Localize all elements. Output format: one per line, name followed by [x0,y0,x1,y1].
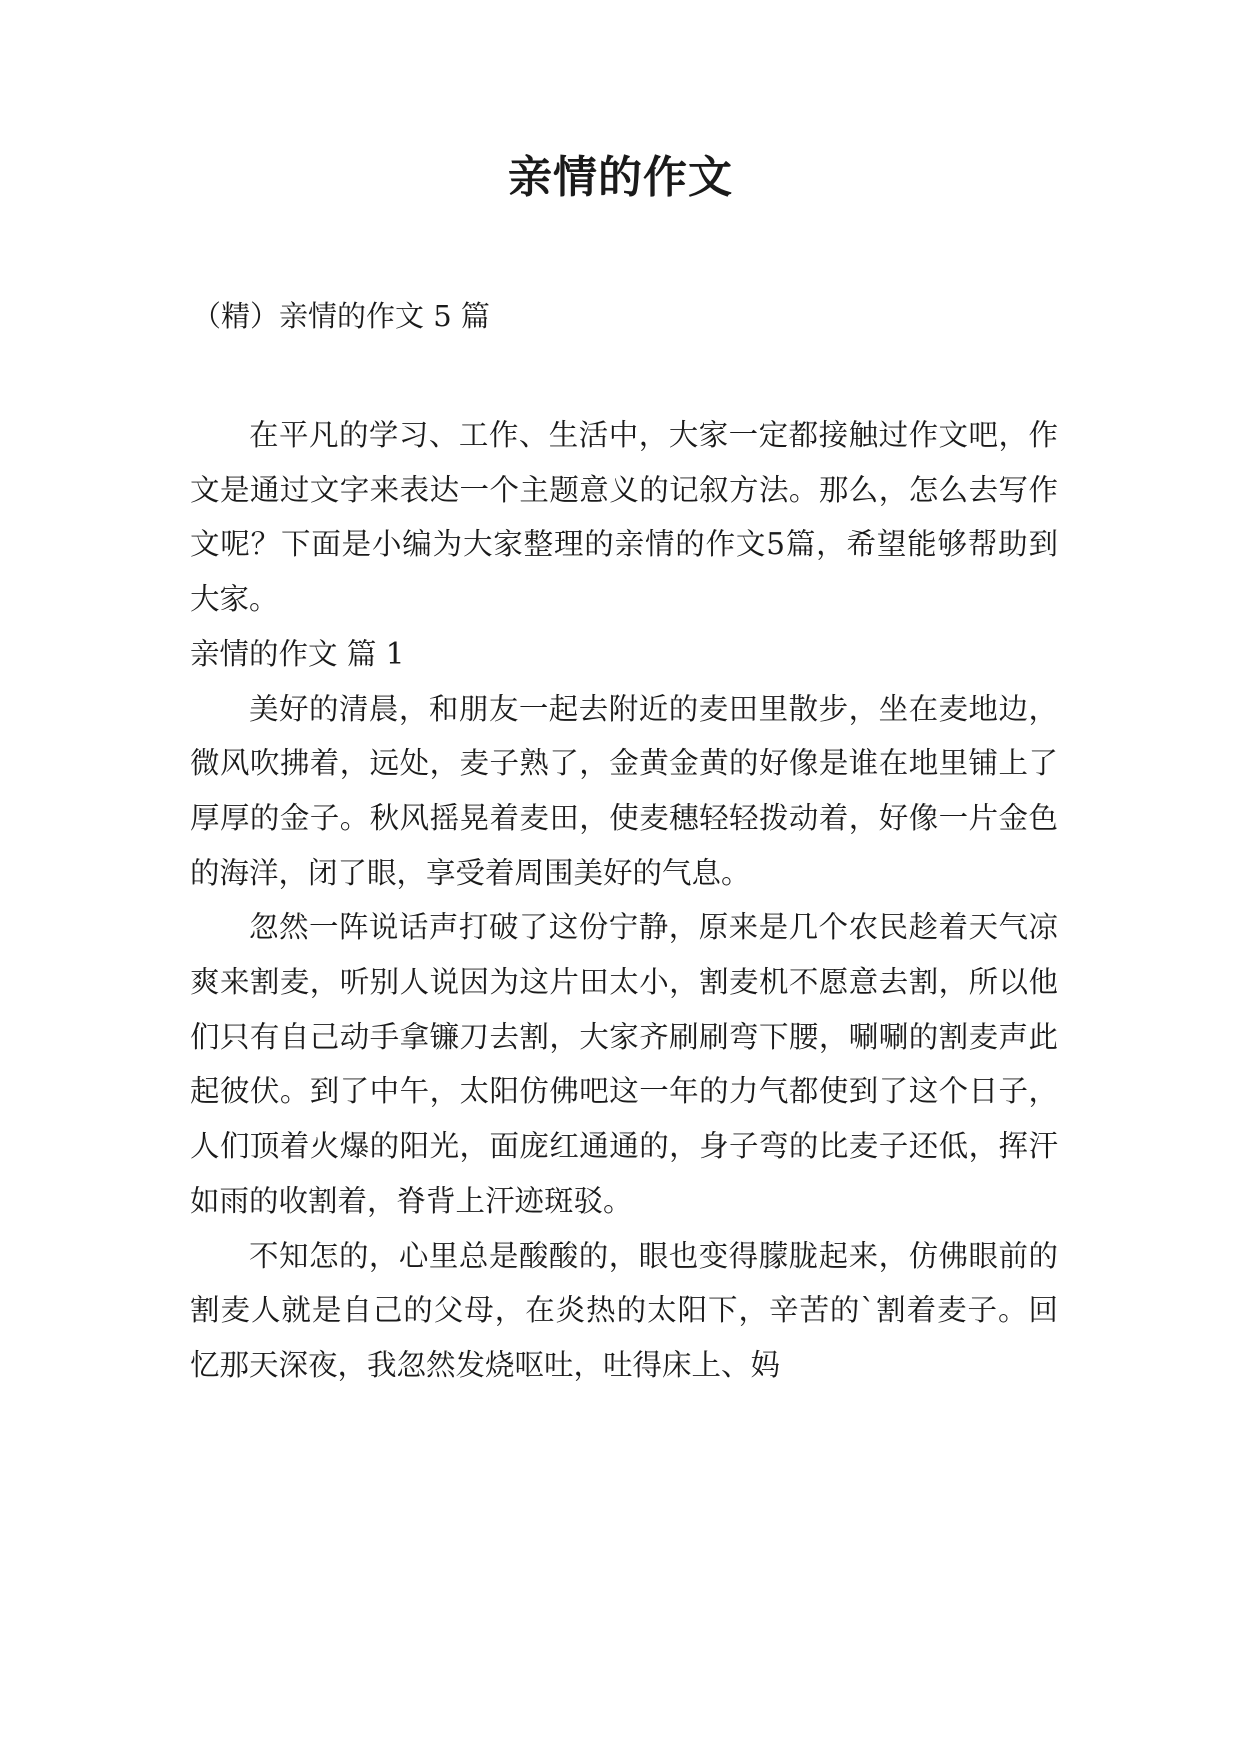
body-paragraph: 忽然一阵说话声打破了这份宁静，原来是几个农民趁着天气凉爽来割麦，听别人说因为这片田太小，割麦机不愿意去割，所以他们只有自己动手拿镰刀去割，大家齐刷刷弯下腰，唰唰的割麦声此起彼伏。到了中午，太阳仿佛吧这一年的力气都使到了这个日子，人们顶着火爆的阳光，面庞红通通的，身子弯的比麦子还低，挥汗如雨的收割着，脊背上汗迹斑驳。 [190,910,1058,1218]
section-title: 亲情的作文 篇 1 [190,636,405,671]
body-paragraph: 不知怎的，心里总是酸酸的，眼也变得朦胧起来，仿佛眼前的割麦人就是自己的父母，在炎热的太阳下，辛苦的`割着麦子。回忆那天深夜，我忽然发烧呕吐，吐得床上、妈 [190,1238,1058,1382]
body-paragraph: 美好的清晨，和朋友一起去附近的麦田里散步，坐在麦地边，微风吹拂着，远处，麦子熟了，金黄金黄的好像是谁在地里铺上了厚厚的金子。秋风摇晃着麦田，使麦穗轻轻拨动着，好像一片金色的海洋，闭了眼，享受着周围美好的气息。 [190,691,1058,890]
document-title: 亲情的作文 [508,152,733,203]
intro-paragraph: 在平凡的学习、工作、生活中，大家一定都接触过作文吧，作文是通过文字来表达一个主题意义的记叙方法。那么，怎么去写作文呢？下面是小编为大家整理的亲情的作文5篇，希望能够帮助到大家。 [190,418,1058,617]
document-body [190,408,1058,1393]
document-subtitle: （精）亲情的作文 5 篇 [192,299,490,333]
